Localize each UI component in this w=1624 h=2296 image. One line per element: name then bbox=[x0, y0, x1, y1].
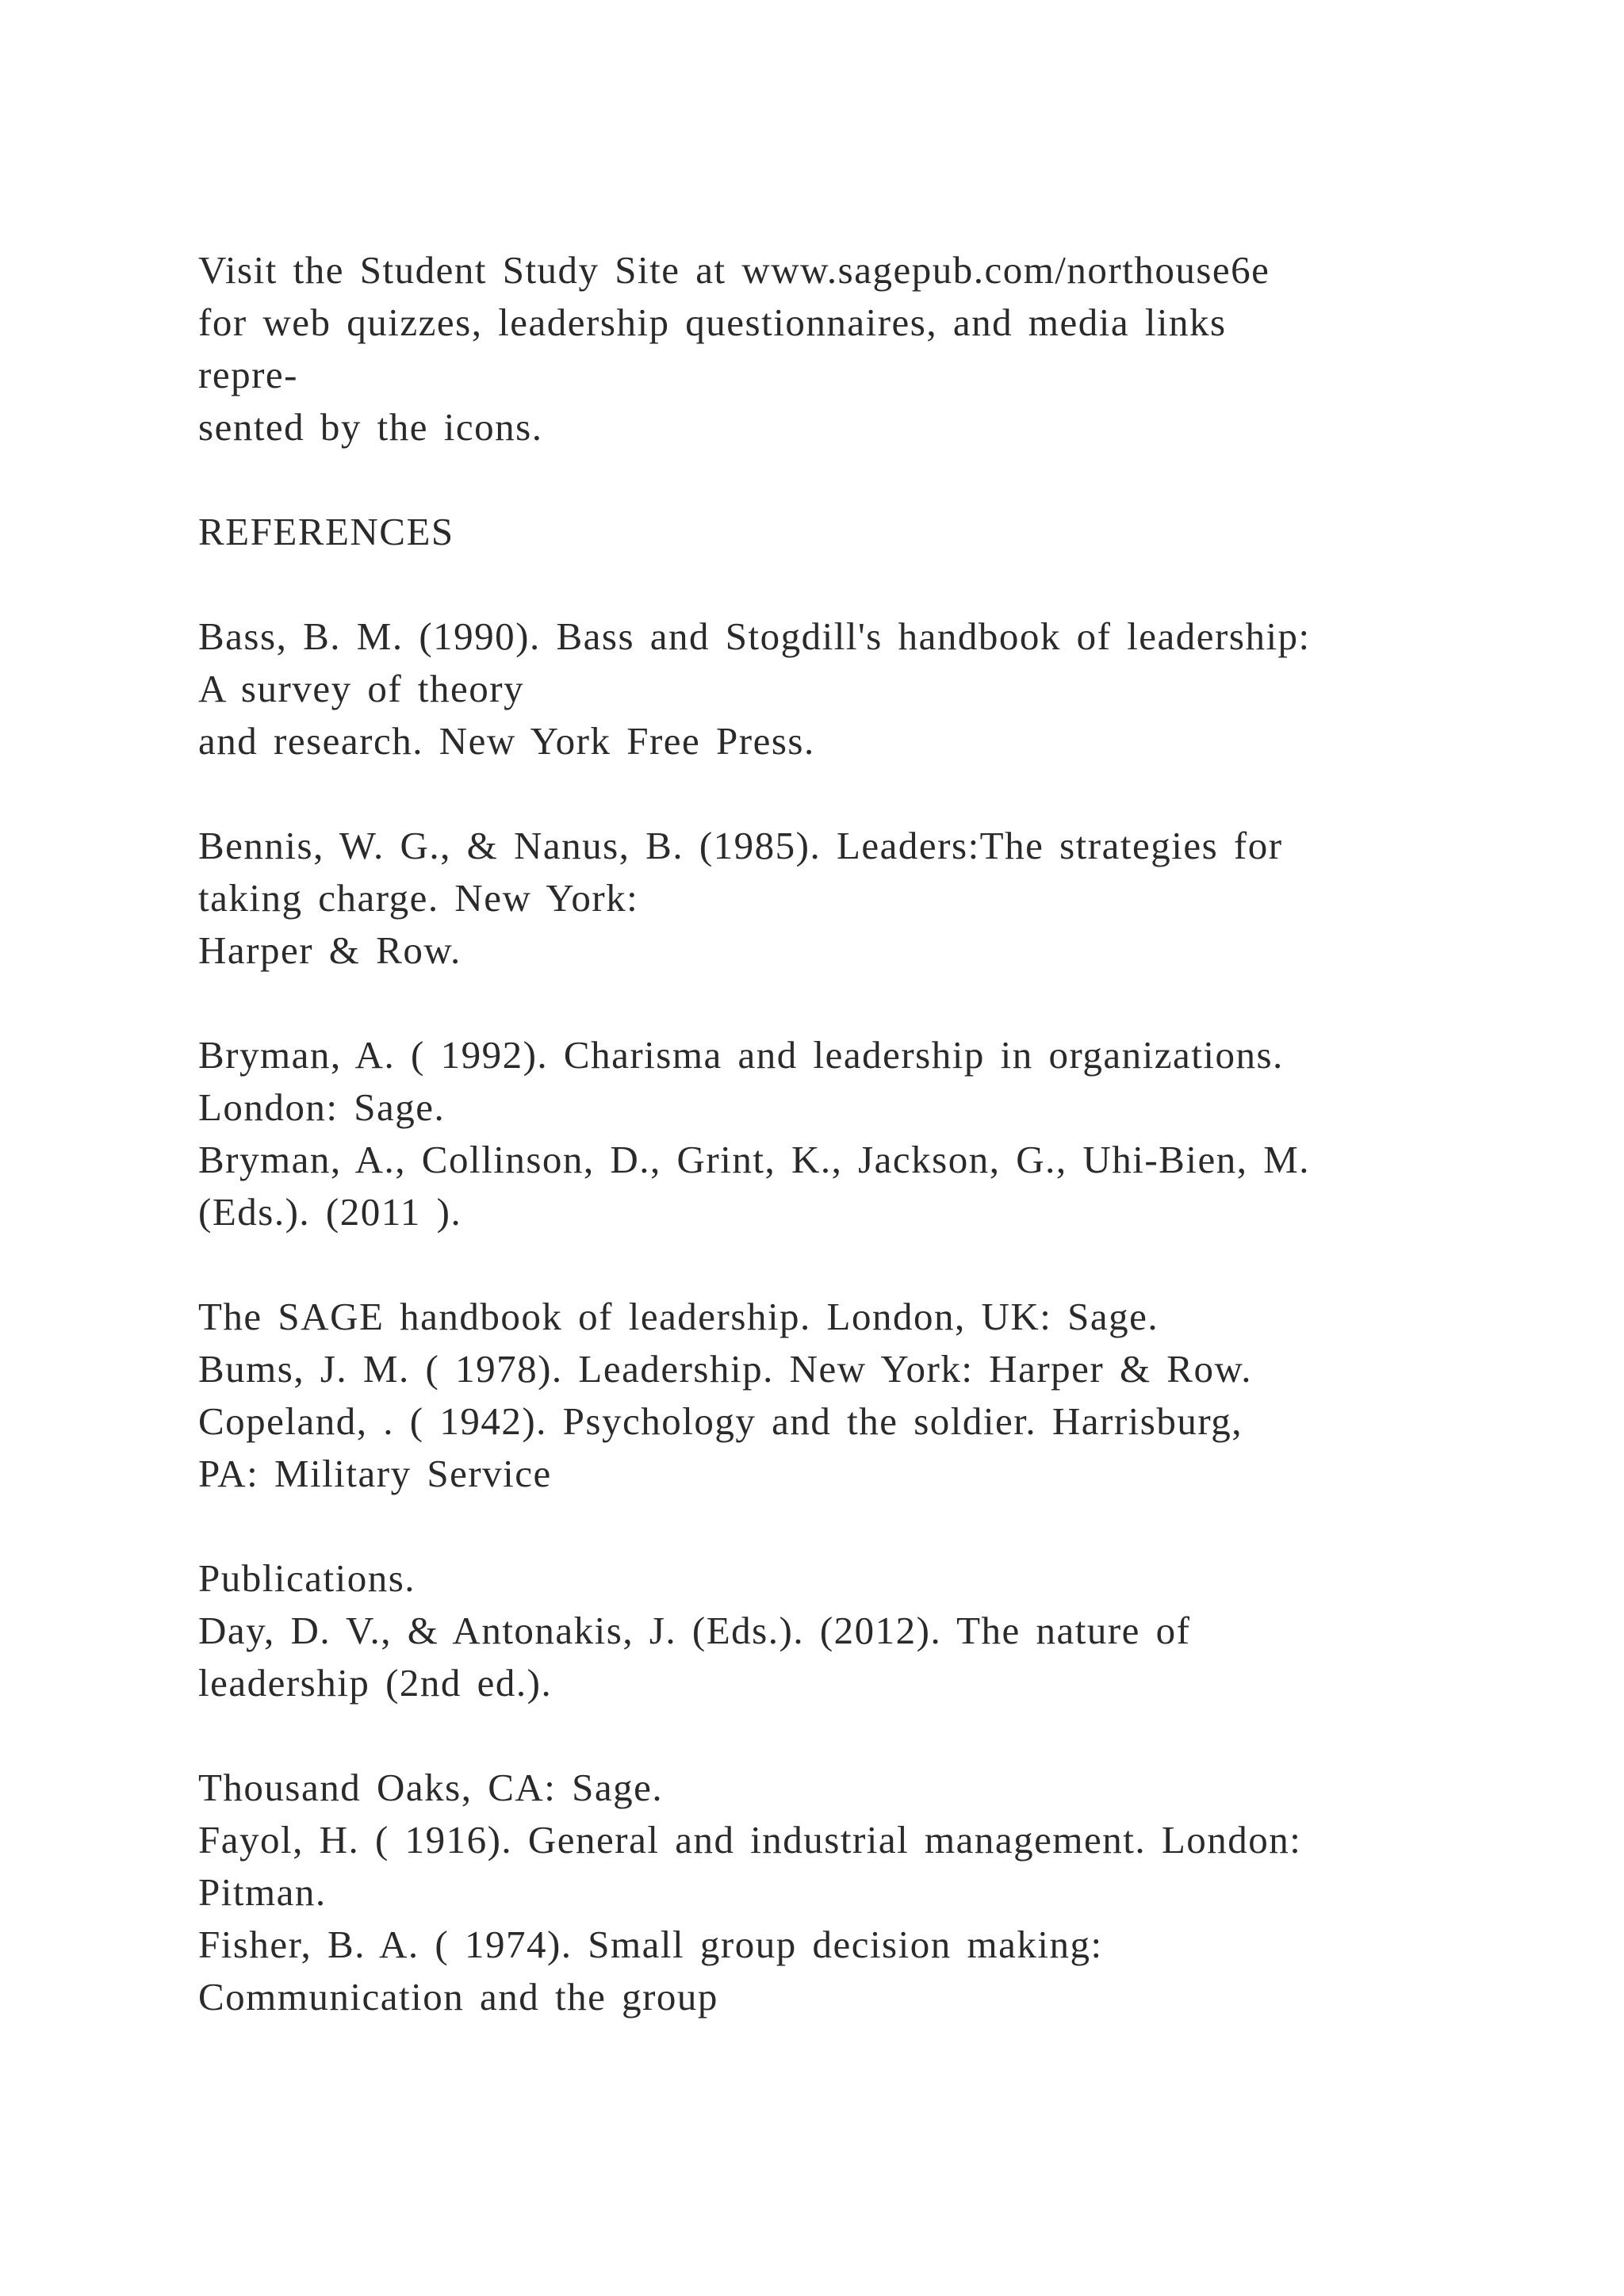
intro-line-2: for web quizzes, leadership questionnaires, and media links bbox=[198, 300, 1227, 344]
reference-line: Communication and the group bbox=[198, 1975, 718, 2019]
reference-line: Harper & Row. bbox=[198, 928, 462, 972]
blank-line bbox=[198, 453, 1546, 506]
references-heading: REFERENCES bbox=[198, 510, 454, 553]
reference-line: Bass, B. M. (1990). Bass and Stogdill's handbook of leadership: bbox=[198, 614, 1311, 658]
reference-line: Thousand Oaks, CA: Sage. bbox=[198, 1766, 664, 1809]
document-text bbox=[198, 244, 1546, 2023]
reference-line: Day, D. V., & Antonakis, J. (Eds.). (2012). The nature of bbox=[198, 1609, 1191, 1652]
reference-line: PA: Military Service bbox=[198, 1452, 552, 1495]
reference-line: London: Sage. bbox=[198, 1085, 446, 1129]
intro-line-1: Visit the Student Study Site at www.sagepub.com/northouse6e bbox=[198, 248, 1270, 292]
reference-line: leadership (2nd ed.). bbox=[198, 1661, 553, 1705]
blank-line bbox=[198, 558, 1546, 610]
reference-line: Bryman, A., Collinson, D., Grint, K., Jackson, G., Uhi-Bien, M. bbox=[198, 1138, 1311, 1181]
intro-line-3: repre- bbox=[198, 353, 298, 396]
intro-line-4: sented by the icons. bbox=[198, 405, 543, 449]
reference-line: Publications. bbox=[198, 1556, 416, 1600]
reference-line: Copeland, . ( 1942). Psychology and the soldier. Harrisburg, bbox=[198, 1399, 1243, 1443]
reference-line: taking charge. New York: bbox=[198, 876, 639, 920]
blank-line bbox=[198, 767, 1546, 820]
reference-line: Bums, J. M. ( 1978). Leadership. New York: Harper & Row. bbox=[198, 1347, 1252, 1391]
reference-line: Bennis, W. G., & Nanus, B. (1985). Leaders:The strategies for bbox=[198, 824, 1283, 867]
blank-line bbox=[198, 977, 1546, 1029]
reference-line: Fayol, H. ( 1916). General and industrial management. London: bbox=[198, 1818, 1302, 1862]
reference-line: and research. New York Free Press. bbox=[198, 719, 815, 763]
reference-line: The SAGE handbook of leadership. London, UK: Sage. bbox=[198, 1295, 1159, 1338]
reference-line: (Eds.). (2011 ). bbox=[198, 1190, 462, 1234]
blank-line bbox=[198, 1500, 1546, 1552]
reference-line: Bryman, A. ( 1992). Charisma and leadership in organizations. bbox=[198, 1033, 1284, 1077]
reference-line: Pitman. bbox=[198, 1870, 327, 1914]
blank-line bbox=[198, 1238, 1546, 1291]
reference-line: Fisher, B. A. ( 1974). Small group decision making: bbox=[198, 1923, 1103, 1966]
blank-line bbox=[198, 1709, 1546, 1762]
reference-line: A survey of theory bbox=[198, 667, 525, 710]
